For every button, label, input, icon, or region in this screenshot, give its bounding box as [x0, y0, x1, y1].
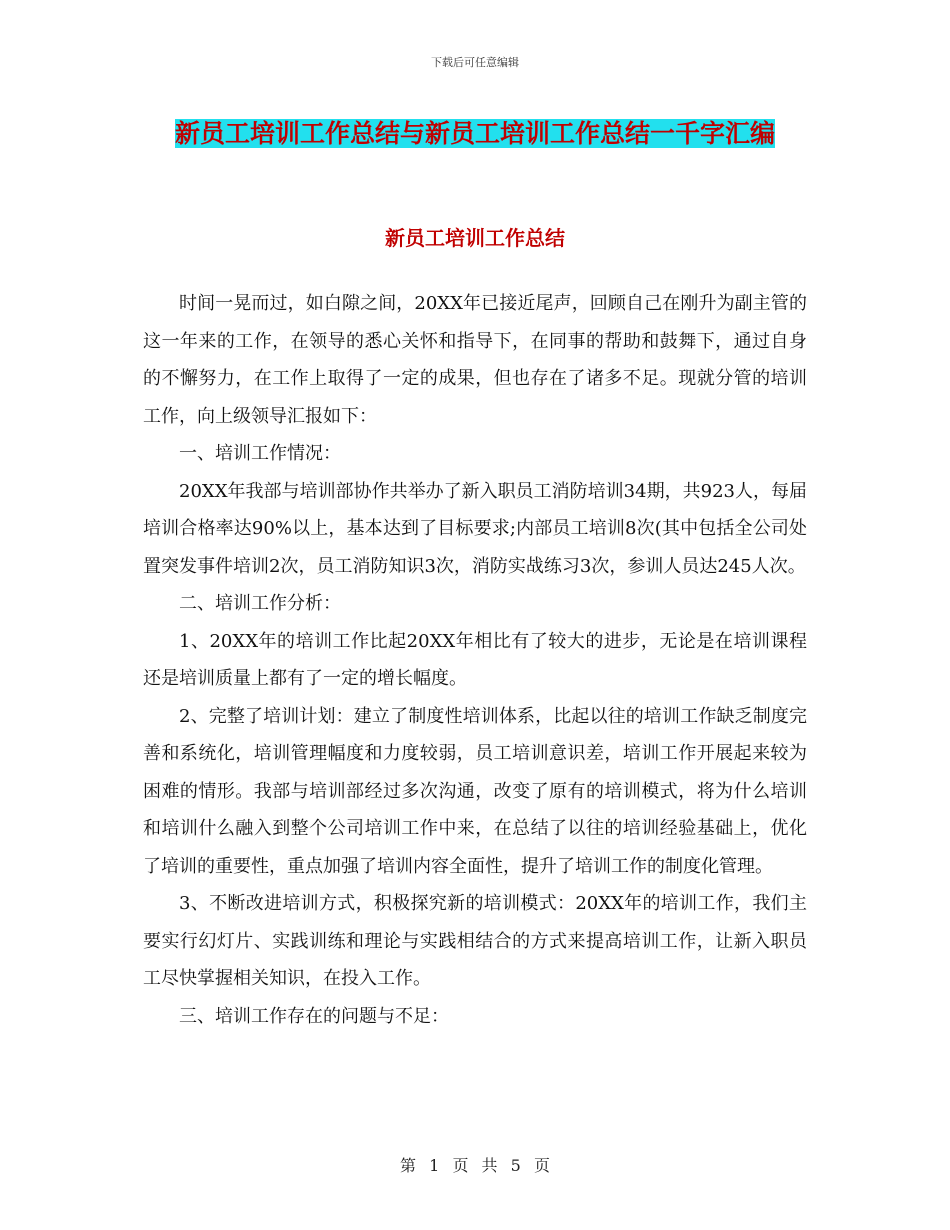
footer-total-unit: 页	[533, 1156, 550, 1175]
paragraph: 1、20XX年的培训工作比起20XX年相比有了较大的进步，无论是在培训课程还是培训质量上都有了一定的增长幅度。	[143, 630, 807, 689]
footer-page-number: 1	[429, 1156, 440, 1175]
paragraph: 20XX年我部与培训部协作共举办了新入职员工消防培训34期，共923人，每届培训合格率达90%以上，基本达到了目标要求;内部员工培训8次(其中包括全公司处置突发事件培训2次，员工消防知识3次，消防实战练习3次，参训人员达245人次。	[143, 480, 807, 577]
main-title-text: 新员工培训工作总结与新员工培训工作总结一千字汇编	[174, 119, 775, 148]
paragraph: 2、完整了培训计划：建立了制度性培训体系，比起以往的培训工作缺乏制度完善和系统化，培训管理幅度和力度较弱，员工培训意识差，培训工作开展起来较为困难的情形。我部与培训部经过多次沟通，改变了原有的培训模式，将为什么培训和培训什么融入到整个公司培训工作中来，在总结了以往的培训经验基础上，优化了培训的重要性，重点加强了培训内容全面性，提升了培训工作的制度化管理。	[143, 705, 807, 877]
paragraph: 二、培训工作分析：	[179, 593, 341, 614]
body-text	[143, 285, 807, 1035]
paragraph: 一、培训工作情况：	[179, 443, 341, 464]
footer-page-unit: 页	[452, 1156, 469, 1175]
header-note: 下载后可任意编辑	[431, 56, 519, 69]
footer-page-label: 第	[400, 1156, 417, 1175]
page-footer	[0, 1153, 950, 1176]
paragraph: 三、培训工作存在的问题与不足：	[179, 1005, 449, 1027]
footer-total-pages: 5	[510, 1156, 521, 1175]
main-title	[140, 110, 810, 158]
paragraph: 3、不断改进培训方式，积极探究新的培训模式：20XX年的培训工作，我们主要实行幻灯片、实践训练和理论与实践相结合的方式来提高培训工作，让新入职员工尽快掌握相关知识，在投入工作。	[143, 893, 807, 989]
section-title: 新员工培训工作总结	[385, 226, 565, 250]
footer-total-label: 共	[481, 1156, 498, 1175]
paragraph: 时间一晃而过，如白隙之间，20XX年已接近尾声，回顾自己在刚升为副主管的这一年来的工作，在领导的悉心关怀和指导下，在同事的帮助和鼓舞下，通过自身的不懈努力，在工作上取得了一定的成果，但也存在了诸多不足。现就分管的培训工作，向上级领导汇报如下：	[143, 293, 807, 427]
